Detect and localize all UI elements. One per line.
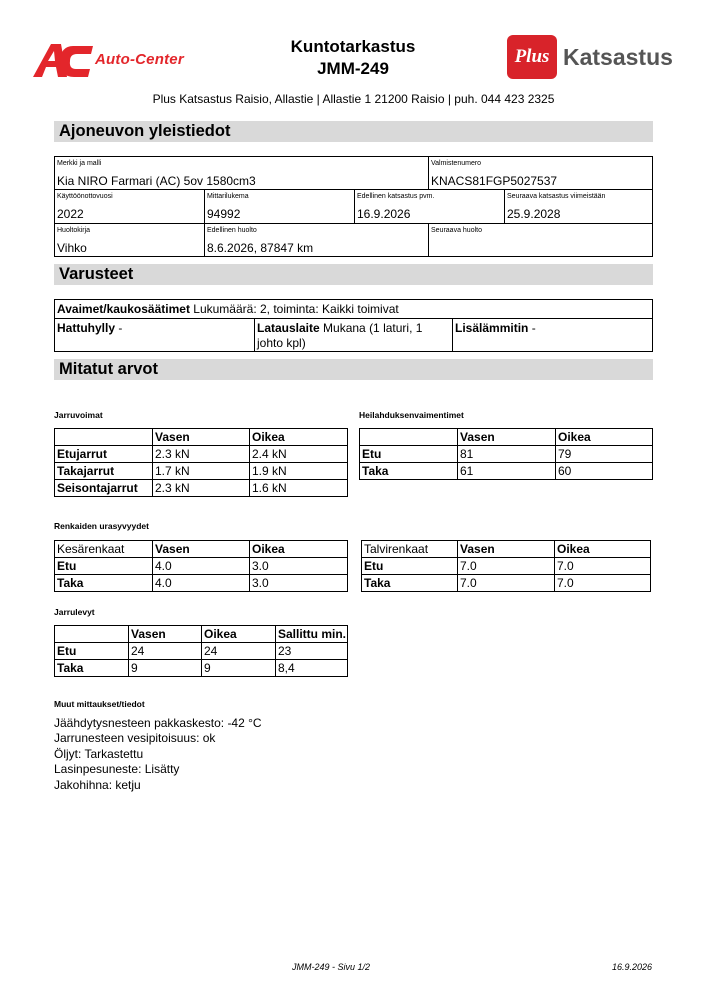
note-line: Jäähdytysnesteen pakkaskesto: -42 °C: [54, 716, 262, 730]
next-service-cell: [429, 224, 652, 256]
discs-label: Jarrulevyt: [54, 607, 95, 617]
table-row: [360, 446, 653, 463]
next-service-label: Seuraava huolto: [431, 227, 482, 234]
hat-shelf-value: -: [115, 321, 123, 335]
ac-logo-icon: [33, 42, 95, 78]
left-value: 7.0: [458, 575, 555, 592]
equipment-grid: [54, 299, 653, 352]
col-left-header: Vasen: [458, 429, 556, 446]
plate-number: JMM-249: [317, 59, 389, 78]
table-row: [55, 446, 348, 463]
last-service-cell: [205, 224, 429, 256]
table-header-row: [55, 429, 348, 446]
other-notes: [54, 716, 262, 793]
table-header-row: [362, 541, 651, 558]
col-min-header: Sallittu min.: [276, 626, 348, 643]
table-row: [55, 575, 348, 592]
right-value: 7.0: [555, 558, 651, 575]
section-equipment-title: Varusteet: [54, 264, 653, 285]
left-value: 24: [129, 643, 202, 660]
table-row: [55, 463, 348, 480]
min-value: 8,4: [276, 660, 348, 677]
service-book-value: Vihko: [57, 241, 87, 255]
table-row: [362, 575, 651, 592]
col-left-header: Vasen: [129, 626, 202, 643]
service-book-cell: [55, 224, 205, 256]
left-value: 2.3 kN: [153, 480, 250, 497]
section-measured-title: Mitatut arvot: [54, 359, 653, 380]
winter-tires-head: Talvirenkaat: [362, 541, 458, 558]
row-name: Taka: [362, 575, 458, 592]
service-book-label: Huoltokirja: [57, 227, 91, 234]
col-right-header: Oikea: [556, 429, 653, 446]
vin-value: KNACS81FGP5027537: [431, 174, 558, 188]
note-line: Jakohihna: ketju: [54, 777, 141, 792]
section-general-title: Ajoneuvon yleistiedot: [54, 121, 653, 142]
next-inspection-value: 25.9.2028: [507, 207, 561, 221]
row-name: Taka: [360, 463, 458, 480]
table-header-row: [360, 429, 653, 446]
summer-tires-head: Kesärenkaat: [55, 541, 153, 558]
summer-tires-table: [54, 540, 348, 592]
next-inspection-cell: [505, 190, 652, 224]
right-value: 24: [202, 643, 276, 660]
plus-badge: Plus: [507, 35, 557, 79]
heater-cell: [453, 319, 652, 351]
last-inspection-value: 16.9.2026: [357, 207, 411, 221]
next-inspection-label: Seuraava katsastus viimeistään: [507, 193, 606, 200]
right-value: 1.9 kN: [250, 463, 348, 480]
heater-value: -: [528, 321, 536, 335]
katsastus-text: Katsastus: [563, 44, 673, 70]
odometer-label: Mittarilukema: [207, 193, 249, 200]
hat-shelf-label: Hattuhylly: [57, 321, 116, 335]
min-value: 23: [276, 643, 348, 660]
col-right-header: Oikea: [202, 626, 276, 643]
left-value: 4.0: [153, 575, 250, 592]
row-name: Etu: [55, 643, 129, 660]
vin-label: Valmistenumero: [431, 160, 482, 167]
last-inspection-label: Edellinen katsastus pvm.: [357, 193, 435, 200]
right-value: 3.0: [250, 558, 348, 575]
col-right-header: Oikea: [555, 541, 651, 558]
last-inspection-cell: [355, 190, 505, 224]
charger-cell: [255, 319, 453, 351]
general-info-grid: [54, 156, 653, 257]
col-left-header: Vasen: [153, 541, 250, 558]
table-row: [55, 660, 348, 677]
right-value: 2.4 kN: [250, 446, 348, 463]
footer-date: 16.9.2026: [612, 962, 653, 972]
col-left-header: Vasen: [458, 541, 555, 558]
last-service-label: Edellinen huolto: [207, 227, 257, 234]
charger-label: Latauslaite: [257, 321, 320, 335]
shocks-table: [359, 428, 653, 480]
table-row: [55, 558, 348, 575]
table-row: [362, 558, 651, 575]
document-title-block: [240, 36, 466, 80]
keys-value: Lukumäärä: 2, toiminta: Kaikki toimivat: [189, 302, 399, 316]
vin-cell: [429, 157, 652, 190]
right-value: 1.6 kN: [250, 480, 348, 497]
left-value: 9: [129, 660, 202, 677]
auto-center-text: Auto-Center: [95, 51, 184, 68]
station-address: Plus Katsastus Raisio, Allastie | Allastie 1 21200 Raisio | puh. 044 423 2325: [152, 92, 555, 106]
brake-discs-table: [54, 625, 348, 677]
document-title: Kuntotarkastus: [290, 37, 416, 56]
row-name: Etu: [55, 558, 153, 575]
left-value: 61: [458, 463, 556, 480]
col-left-header: Vasen: [153, 429, 250, 446]
row-name: Seisontajarrut: [55, 480, 153, 497]
footer-page: JMM-249 - Sivu 1/2: [292, 962, 371, 972]
right-value: 9: [202, 660, 276, 677]
row-name: Taka: [55, 575, 153, 592]
intro-year-cell: [55, 190, 205, 224]
hat-shelf-cell: [55, 319, 255, 351]
row-name: Takajarrut: [55, 463, 153, 480]
auto-center-logo: [33, 42, 208, 80]
row-name: Etu: [360, 446, 458, 463]
note-line: Jarrunesteen vesipitoisuus: ok: [54, 731, 216, 746]
row-name: Etu: [362, 558, 458, 575]
col-right-header: Oikea: [250, 541, 348, 558]
other-label: Muut mittaukset/tiedot: [54, 699, 145, 709]
keys-label: Avaimet/kaukosäätimet: [57, 302, 190, 316]
table-header-row: [55, 541, 348, 558]
left-value: 81: [458, 446, 556, 463]
heater-label: Lisälämmitin: [455, 321, 529, 335]
left-value: 2.3 kN: [153, 446, 250, 463]
intro-year-value: 2022: [57, 207, 84, 221]
table-row: [55, 480, 348, 497]
right-value: 79: [556, 446, 653, 463]
left-value: 4.0: [153, 558, 250, 575]
make-label: Merkki ja malli: [57, 160, 102, 167]
right-value: 7.0: [555, 575, 651, 592]
col-right-header: Oikea: [250, 429, 348, 446]
charger-value: Mukana (1 laturi, 1 johto kpl): [257, 321, 423, 350]
table-row: [55, 643, 348, 660]
odometer-value: 94992: [207, 207, 241, 221]
make-cell: [55, 157, 429, 190]
table-header-row: [55, 626, 348, 643]
intro-year-label: Käyttöönottovuosi: [57, 193, 113, 200]
right-value: 60: [556, 463, 653, 480]
note-line: Öljyt: Tarkastettu: [54, 746, 144, 761]
make-value: Kia NIRO Farmari (AC) 5ov 1580cm3: [57, 174, 256, 188]
brakes-label: Jarruvoimat: [54, 410, 103, 420]
right-value: 3.0: [250, 575, 348, 592]
winter-tires-table: [361, 540, 651, 592]
left-value: 1.7 kN: [153, 463, 250, 480]
table-row: [360, 463, 653, 480]
row-name: Etujarrut: [55, 446, 153, 463]
keys-cell: [55, 300, 652, 319]
brakes-table: [54, 428, 348, 497]
shocks-label: Heilahduksenvaimentimet: [359, 410, 464, 420]
last-service-value: 8.6.2026, 87847 km: [207, 241, 314, 255]
note-line: Lasinpesuneste: Lisätty: [54, 762, 180, 777]
left-value: 7.0: [458, 558, 555, 575]
plus-katsastus-logo: [507, 35, 677, 81]
tires-label: Renkaiden urasyvyydet: [54, 521, 149, 531]
row-name: Taka: [55, 660, 129, 677]
odometer-cell: [205, 190, 355, 224]
